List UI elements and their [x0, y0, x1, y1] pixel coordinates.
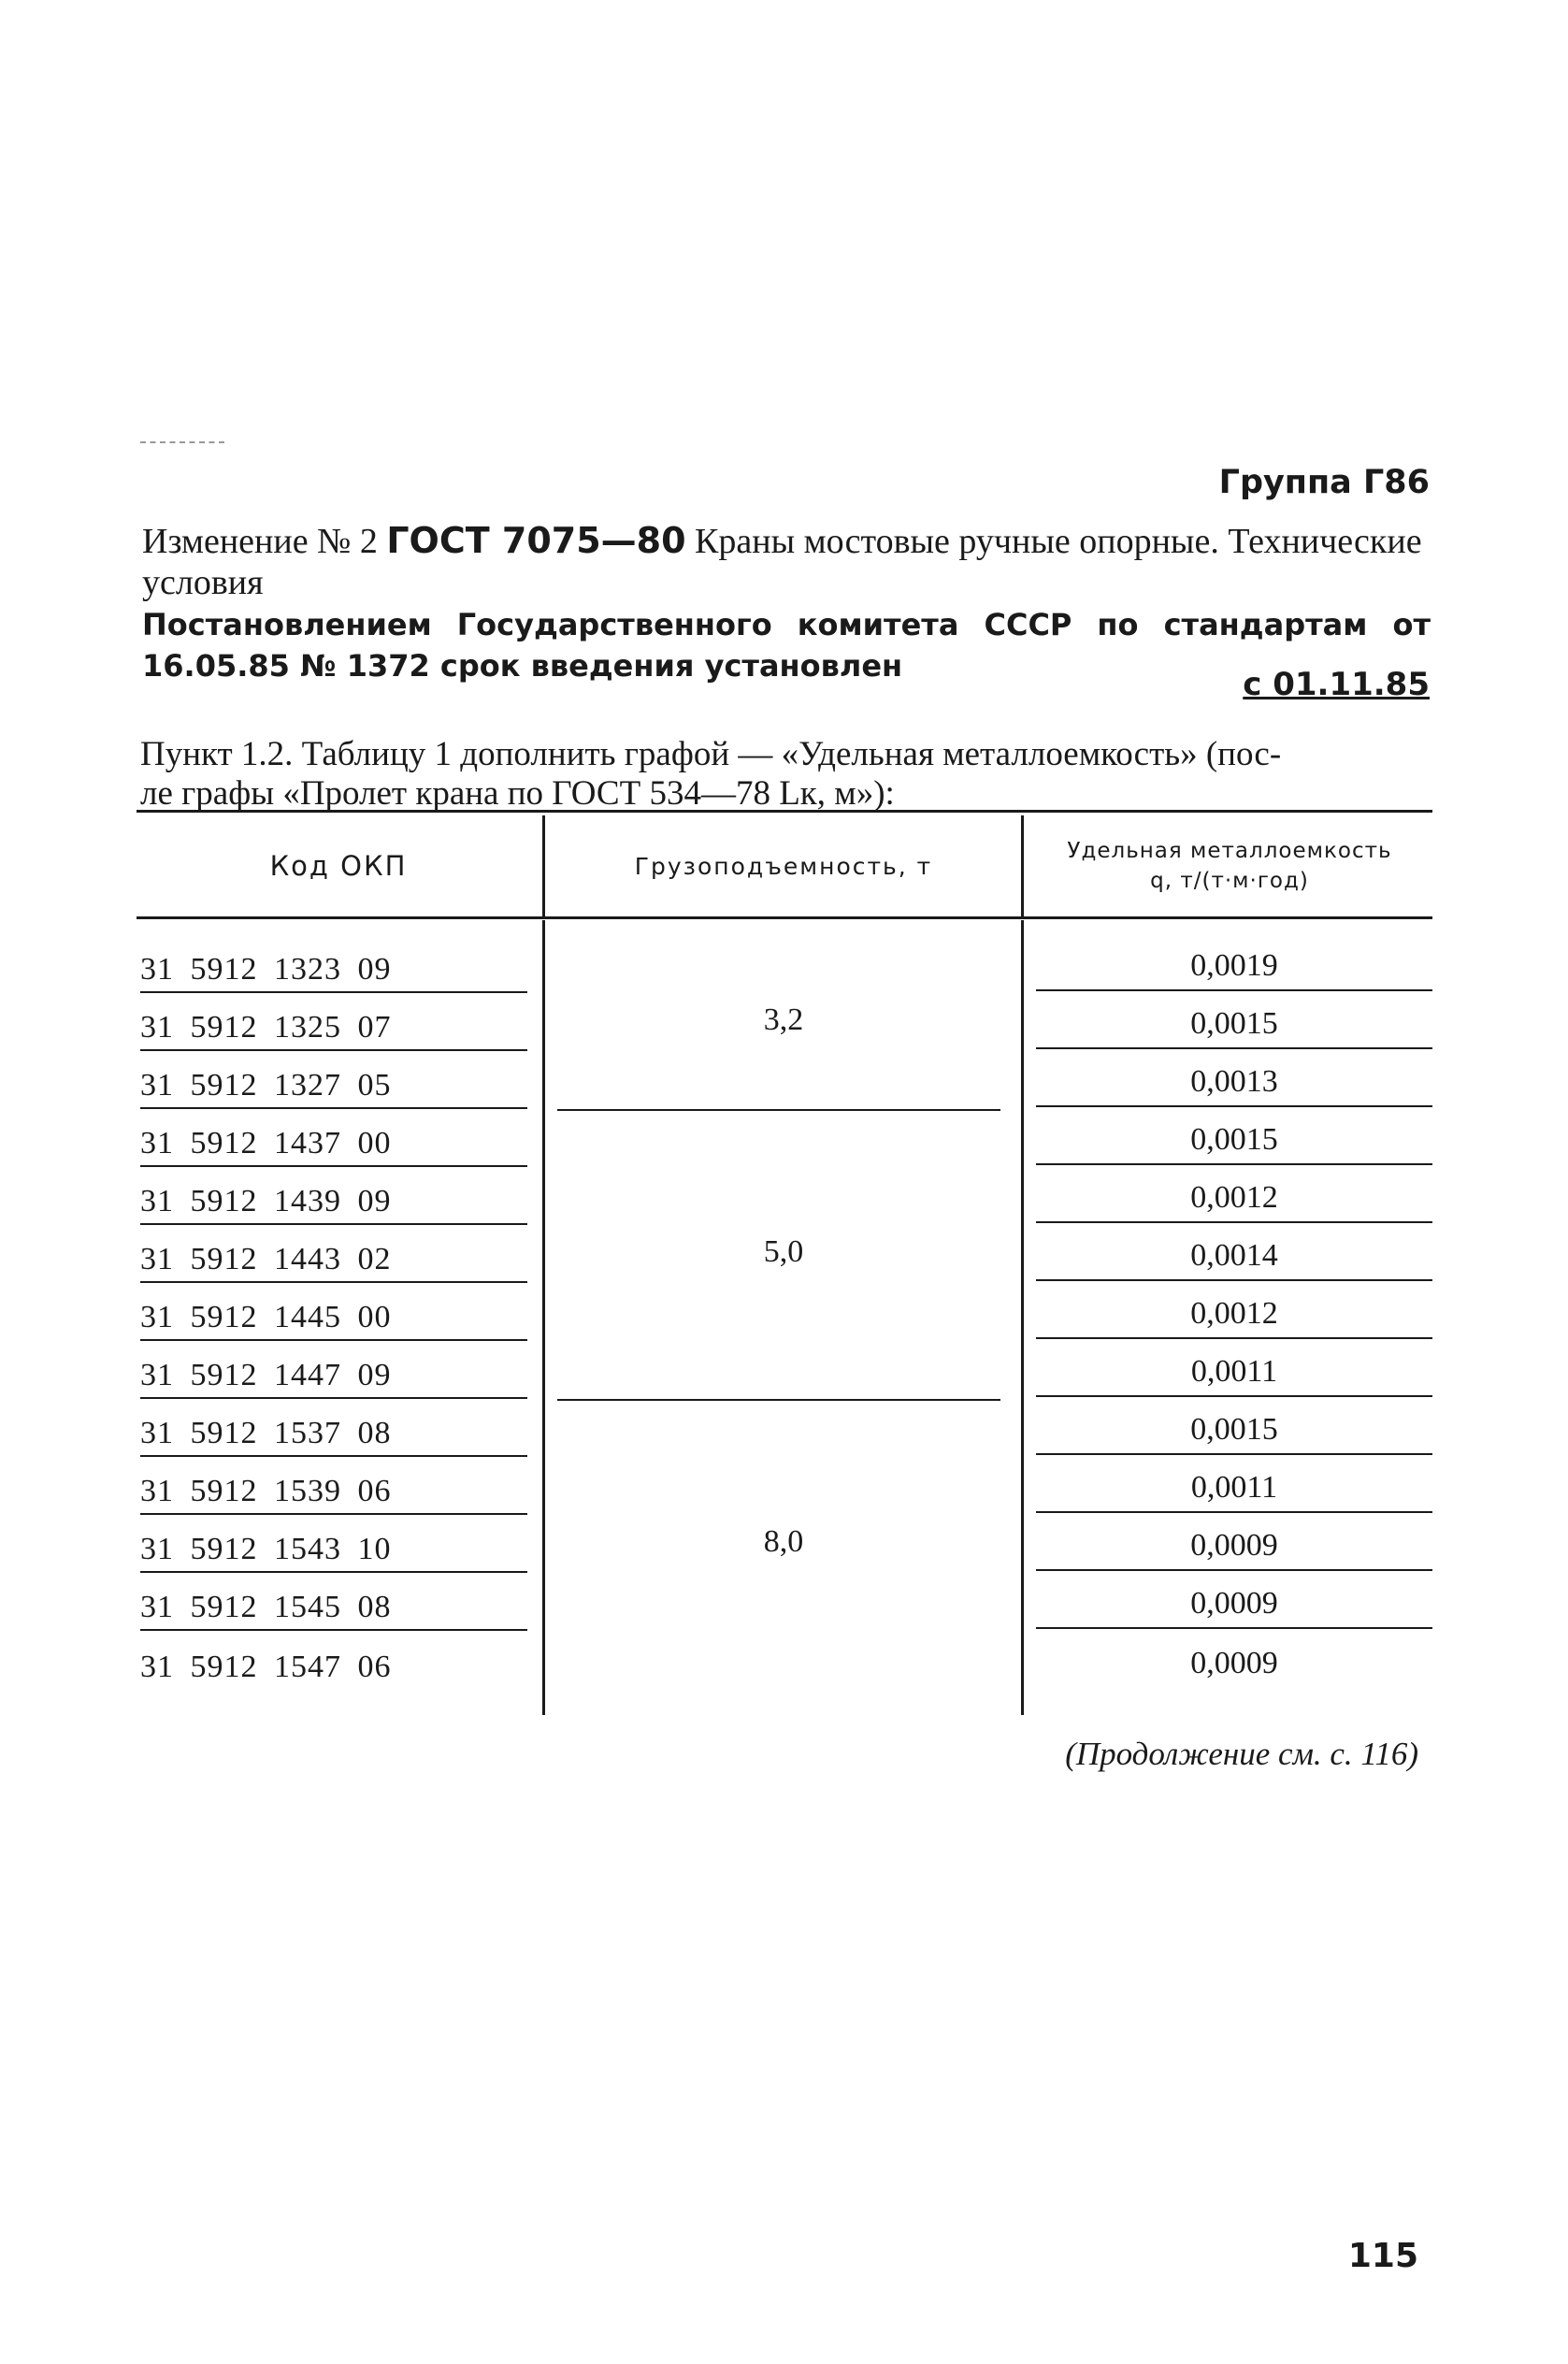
- amendment-number: Изменение № 2: [142, 522, 378, 561]
- capacity-group-label: 5,0: [763, 1234, 804, 1269]
- column-header-capacity: Грузоподъемность, т: [634, 852, 933, 880]
- table-row-code: 31 5912 1543 10: [140, 1515, 527, 1573]
- table-row-code: 31 5912 1327 05: [140, 1051, 527, 1109]
- table-row-value: 0,0013: [1036, 1049, 1432, 1107]
- title-text: Краны мостовые ручные опорные. Технические условия: [142, 522, 1422, 602]
- continuation-note: (Продолжение см. с. 116): [1065, 1736, 1418, 1772]
- effective-date: с 01.11.85: [1243, 666, 1430, 703]
- intro-line-2: ле графы «Пролет крана по ГОСТ 534—78 Lк, м»):: [140, 774, 895, 813]
- header-divider: [140, 441, 224, 443]
- table-row-code: 31 5912 1539 06: [140, 1457, 527, 1515]
- table-row-value: 0,0015: [1036, 1107, 1432, 1165]
- document-title: [142, 520, 1431, 603]
- decree-text: Постановлением Государственного комитета СССР по стандартам от 16.05.85 № 1372 срок введения установлен: [142, 607, 1431, 684]
- table-row-code: 31 5912 1325 07: [140, 993, 527, 1051]
- table-row-value: 0,0019: [1036, 933, 1432, 991]
- table-row-value: 0,0009: [1190, 1646, 1278, 1680]
- column-header-specific: [1027, 815, 1432, 916]
- table-row-code: 31 5912 1437 00: [140, 1109, 527, 1167]
- table-row-value: 0,0009: [1036, 1571, 1432, 1629]
- table-row-code: 31 5912 1547 06: [140, 1650, 392, 1684]
- capacity-group-separator: [557, 1109, 1000, 1111]
- column-divider: [542, 815, 545, 916]
- column-header-specific-line2: q, т/(т·м·год): [1150, 869, 1309, 893]
- capacity-group-separator: [557, 1399, 1000, 1401]
- table-row-code: 31 5912 1443 02: [140, 1225, 527, 1283]
- column-divider: [1021, 815, 1024, 916]
- standard-number: ГОСТ 7075—80: [386, 520, 686, 561]
- column-divider: [542, 920, 545, 1715]
- table-row-value: 0,0015: [1036, 991, 1432, 1049]
- table-row-code: 31 5912 1323 09: [140, 935, 527, 993]
- column-header-specific-line1: Удельная металлоемкость: [1067, 839, 1392, 863]
- table-row-value: 0,0011: [1036, 1455, 1432, 1513]
- column-header-code: Код ОКП: [269, 850, 408, 882]
- table-row-code: 31 5912 1545 08: [140, 1573, 527, 1631]
- capacity-group-label: 8,0: [763, 1524, 804, 1559]
- intro-line-1: Пункт 1.2. Таблицу 1 дополнить графой — «Удельная металлоемкость» (пос-: [140, 735, 1282, 773]
- table-row-code: 31 5912 1439 09: [140, 1167, 527, 1225]
- column-divider: [1021, 920, 1024, 1715]
- table-top-rule: [137, 810, 1432, 813]
- table-row-value: 0,0015: [1036, 1397, 1432, 1455]
- page-number: 115: [1347, 2237, 1418, 2275]
- table-row-code: 31 5912 1537 08: [140, 1399, 527, 1457]
- table-row-code: 31 5912 1447 09: [140, 1341, 527, 1399]
- table-row-value: 0,0011: [1036, 1339, 1432, 1397]
- table-row-value: 0,0014: [1036, 1223, 1432, 1281]
- table-row-value: 0,0009: [1036, 1513, 1432, 1571]
- intro-paragraph: [140, 735, 1431, 814]
- capacity-group-label: 3,2: [763, 1002, 804, 1037]
- table-row-code: 31 5912 1445 00: [140, 1283, 527, 1341]
- table-row-value: 0,0012: [1036, 1165, 1432, 1223]
- table-row-value: 0,0012: [1036, 1281, 1432, 1339]
- group-label: Группа Г86: [1218, 464, 1430, 501]
- header-bottom-rule: [137, 916, 1432, 919]
